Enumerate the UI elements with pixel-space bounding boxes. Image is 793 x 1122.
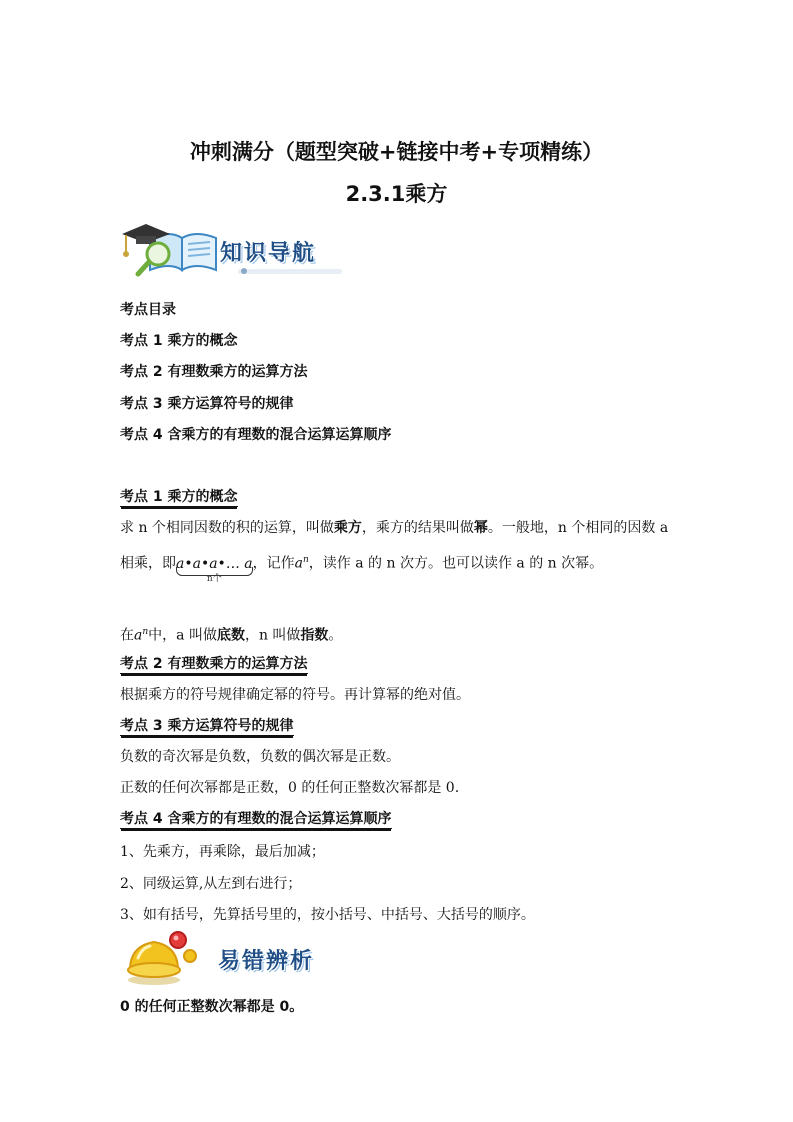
document-title: 冲刺满分（题型突破+链接中考+专项精练）	[189, 140, 604, 164]
section-text: 正数的任何次幂都是正数，0 的任何正整数次幂都是 0.	[120, 780, 460, 796]
toc-item: 考点 4 含乘方的有理数的混合运算运算顺序	[120, 427, 392, 443]
toc-item: 考点 3 乘方运算符号的规律	[120, 396, 294, 412]
bell-icon	[120, 928, 216, 988]
document-subtitle: 2.3.1乘方	[345, 182, 448, 206]
banner-title: 易错辨析	[218, 949, 315, 974]
base-exponent-line: 在$a^n$中，a 叫做底数，n 叫做指数。	[120, 627, 343, 644]
section-heading: 考点 2 有理数乘方的运算方法	[120, 656, 308, 672]
common-mistakes-banner	[214, 944, 344, 976]
order-step: 3、如有括号，先算括号里的，按小括号、中括号、大括号的顺序。	[120, 907, 535, 923]
concept-paragraph: 求 n 个相同因数的积的运算，叫做乘方，乘方的结果叫做幂。一般地，n 个相同的因数 a 相乘，即a•a•a•… a n个 ，记作$a^n$，读作 a 的 n 次方。也可以读作 a 的 n 次幂。	[120, 520, 669, 584]
banner-title: 知识导航	[220, 241, 317, 266]
toc-item: 考点 1 乘方的概念	[120, 333, 238, 349]
section-text: 负数的奇次幂是负数，负数的偶次幂是正数。	[120, 749, 400, 765]
order-step: 2、同级运算,从左到右进行；	[120, 876, 302, 892]
toc-item: 考点 2 有理数乘方的运算方法	[120, 364, 308, 380]
toc-heading: 考点目录	[120, 302, 176, 318]
section-text: 根据乘方的符号规律确定幂的符号。再计算幂的绝对值。	[120, 687, 470, 703]
order-step: 1、先乘方，再乘除，最后加减；	[120, 844, 325, 860]
mistake-statement: 0 的任何正整数次幂都是 0。	[120, 999, 304, 1015]
graduation-book-magnifier-icon	[120, 218, 220, 280]
section-heading: 考点 1 乘方的概念	[120, 489, 238, 505]
section-heading: 考点 4 含乘方的有理数的混合运算运算顺序	[120, 811, 392, 827]
section-heading: 考点 3 乘方运算符号的规律	[120, 718, 294, 734]
knowledge-navigation-banner	[216, 236, 342, 276]
product-expression: a•a•a•… a n个	[176, 555, 253, 584]
